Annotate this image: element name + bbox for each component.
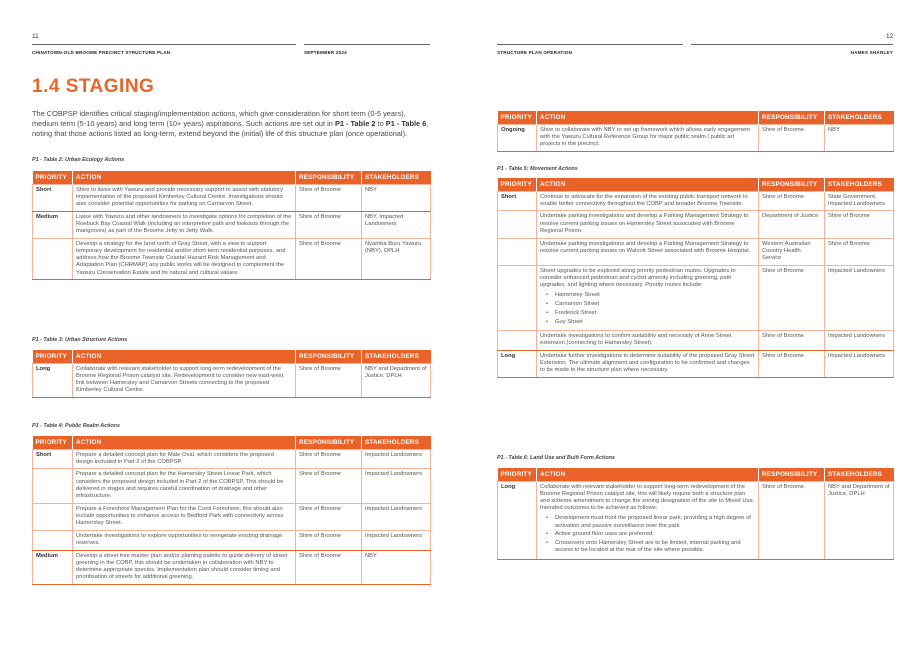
stakeholders-cell: Impacted Landowners	[362, 530, 431, 550]
responsibility-cell: Western Australian Country Health Service	[759, 238, 825, 265]
table-row	[498, 211, 894, 238]
right-page	[462, 0, 924, 653]
table-row	[498, 350, 894, 377]
column-header-priority: PRIORITY	[498, 111, 537, 124]
column-header-action: ACTION	[73, 171, 296, 184]
stakeholders-cell: State Government, Impacted Landowners	[825, 191, 894, 211]
action-text: Undertake investigations to explore opportunities to revegetate existing drainage reserves.	[76, 532, 283, 547]
action-text: Undertake parking investigations and develop a Parking Management Strategy to resolve current parking issues on Hamersley Street associated with Broome Regional Prison.	[540, 213, 749, 234]
stakeholders-cell: Impacted Landowners	[362, 449, 431, 469]
priority-cell	[33, 238, 73, 280]
responsibility-cell: Department of Justice	[759, 211, 825, 238]
action-cell	[73, 550, 296, 584]
action-cell	[537, 211, 759, 238]
action-cell	[73, 238, 296, 280]
responsibility-cell: Shire of Broome	[296, 184, 362, 211]
header-rule	[497, 44, 683, 45]
priority-cell	[498, 265, 537, 330]
responsibility-cell: Shire of Broome	[759, 330, 825, 350]
intro-paragraph	[32, 109, 430, 138]
column-header-action: ACTION	[73, 350, 296, 363]
intro-text: The COBPSP identifies critical staging/implementation actions, which give consideration for short term (0-5 years), medium term (5-10 years) and long term (10+ years) aspirations. Such actions are set out in	[32, 109, 406, 128]
column-header-stakeholders: STAKEHOLDERS	[362, 171, 431, 184]
column-header-priority: PRIORITY	[498, 178, 537, 191]
action-cell	[73, 469, 296, 503]
priority-cell: Ongoing	[498, 124, 537, 151]
priority-cell	[33, 469, 73, 503]
action-cell	[73, 503, 296, 530]
table-row	[33, 211, 431, 238]
stakeholders-cell: Shire of Broome	[825, 238, 894, 265]
action-text: Shire to liaise with Yawuru and provide necessary support to assist with statutory implementation of the proposed Kimberley Cultural Centre. Investigations should also consider potential opportunities for parking on Carnarvon Street.	[76, 186, 283, 207]
action-text: Collaborate with relevant stakeholder to support long-term redevelopment of the Broome Regional Prison catalyst site. Redevelopment to consider new east-west link between Hamersley and Carnarvon Streets connecting to the proposed Kimberley Cultural Centre.	[76, 365, 284, 394]
column-header-priority: PRIORITY	[498, 468, 537, 481]
action-text: Prepare a detailed concept plan for the Hamersley Street Linear Park, which considers the proposed design included in Part 2 of the COBPSP. This should be delivered in stages and requires careful coordination of drainage and other infrastructure.	[76, 471, 284, 500]
page-number-left: 11	[32, 33, 39, 40]
responsibility-cell: Shire of Broome	[759, 191, 825, 211]
responsibility-cell: Shire of Broome	[296, 449, 362, 469]
column-header-action: ACTION	[73, 436, 296, 449]
table-header-row	[33, 436, 431, 449]
stakeholders-cell: Impacted Landowners	[362, 469, 431, 503]
table-caption: P1 - Table 2: Urban Ecology Actions	[32, 157, 125, 163]
action-text: Continue to advocate for the expansion of the existing public transport network to enable better connectivity throughout the COBP and broader Broome Townsite.	[540, 193, 748, 207]
table-header-row	[498, 111, 894, 124]
column-header-responsibility: RESPONSIBILITY	[296, 171, 362, 184]
bullet-item: • Active ground floor uses are preferred	[546, 531, 755, 538]
responsibility-cell: Shire of Broome	[759, 124, 825, 151]
responsibility-cell: Shire of Broome	[759, 481, 825, 559]
bullet-item: • Guy Street	[546, 319, 755, 326]
bullet-item: • Crossovers onto Hamersley Street are to be limited, internal parking and access to be located at the rear of the site where possible.	[546, 540, 755, 554]
responsibility-cell: Shire of Broome	[296, 211, 362, 238]
table-row	[33, 449, 431, 469]
responsibility-cell: Shire of Broome	[296, 503, 362, 530]
responsibility-cell: Shire of Broome	[759, 265, 825, 330]
table-row	[498, 124, 894, 151]
priority-cell: Long	[33, 363, 73, 397]
table-row	[33, 238, 431, 280]
table-row	[33, 469, 431, 503]
intro-text: , noting that those actions listed as long-term, extend beyond the (initial) life of this structure plan (once operational).	[32, 118, 429, 138]
action-text: Prepare a Foreshore Management Plan for the Conti Foreshore, this should also include opportunities to enhance access to Bedford Park with connectivity across Hamersley Street.	[76, 505, 284, 527]
action-text: Street upgrades to be explored along priority pedestrian routes. Upgrades to consider enhanced pedestrian and cyclist amenity including greening, path upgrades, and lighting where necessary. Priority routes include:	[540, 267, 736, 289]
action-cell	[537, 124, 759, 151]
table-caption: P1 - Table 6: Land Use and Built Form Actions	[497, 455, 615, 461]
action-cell	[73, 363, 296, 397]
responsibility-cell: Shire of Broome	[296, 530, 362, 550]
responsibility-cell: Shire of Broome	[296, 363, 362, 397]
table-reference: P1 - Table 2	[334, 118, 376, 128]
priority-cell: Long	[498, 481, 537, 559]
priority-cell: Medium	[33, 211, 73, 238]
column-header-responsibility: RESPONSIBILITY	[759, 178, 825, 191]
stakeholders-cell: Impacted Landowners	[825, 265, 894, 330]
table-row	[498, 481, 894, 559]
priority-cell	[498, 238, 537, 265]
table-row	[33, 184, 431, 211]
header-rule	[691, 44, 893, 45]
action-cell	[73, 211, 296, 238]
page-number-right: 12	[886, 33, 894, 40]
table-row	[498, 238, 894, 265]
header-document-title: CHINATOWN-OLD BROOME PRECINCT STRUCTURE PLAN	[32, 50, 171, 55]
table-row	[33, 530, 431, 550]
column-header-action: ACTION	[537, 468, 759, 481]
action-text: Collaborate with relevant stakeholder to support long-term redevelopment of the Broome Regional Prison catalyst site, this will likely require both a structure plan and scheme amendment to change the zoning designation of the site to Mixed Use. Intended outcomes to be achieved as follows:	[540, 483, 755, 512]
stakeholders-cell: NBY, Impacted Landowners	[362, 211, 431, 238]
priority-cell: Short	[33, 449, 73, 469]
table-caption: P1 - Table 3: Urban Structure Actions	[32, 337, 128, 343]
column-header-stakeholders: STAKEHOLDERS	[825, 111, 894, 124]
header-rule	[304, 44, 430, 45]
responsibility-cell: Shire of Broome	[759, 350, 825, 377]
stakeholders-cell: Nyamba Buru Yawuru (NBY), DPLH	[362, 238, 431, 280]
movement-table	[497, 178, 894, 378]
bullet-item: • Development must front the proposed linear park, providing a high degree of activation and passive surveillance over the park	[546, 515, 755, 529]
table-row	[33, 363, 431, 397]
priority-cell	[498, 330, 537, 350]
action-cell	[73, 530, 296, 550]
stakeholders-cell: Impacted Landowners	[825, 330, 894, 350]
stakeholders-cell: NBY	[825, 124, 894, 151]
column-header-responsibility: RESPONSIBILITY	[296, 436, 362, 449]
urban-ecology-table	[32, 171, 431, 280]
column-header-stakeholders: STAKEHOLDERS	[362, 350, 431, 363]
priority-cell	[498, 211, 537, 238]
action-text: Undertake parking investigations and develop a Parking Management Strategy to resolve current parking issues on Walcott Street associated with Broome Hospital.	[540, 240, 751, 254]
column-header-responsibility: RESPONSIBILITY	[759, 111, 825, 124]
stakeholders-cell: NBY and Department of Justice, DPLH	[362, 363, 431, 397]
column-header-priority: PRIORITY	[33, 171, 73, 184]
stakeholders-cell: NBY	[362, 184, 431, 211]
table-row	[33, 550, 431, 584]
action-text: Liaise with Yawuru and other landowners to investigate options for completion of the Roebuck Bay Coastal Walk (including an interpretive path and lookouts through the mangroves) as part of the Broome Jetty to Jetty Walk.	[76, 213, 292, 235]
land-use-built-form-table	[497, 468, 894, 560]
bullet-item: • Hamersley Street	[546, 292, 755, 299]
intro-text: to	[375, 118, 386, 128]
action-cell	[537, 238, 759, 265]
column-header-responsibility: RESPONSIBILITY	[296, 350, 362, 363]
stakeholders-cell: Impacted Landowners	[362, 503, 431, 530]
header-rule	[32, 44, 296, 45]
table-caption: P1 - Table 5: Movement Actions	[497, 166, 578, 172]
action-cell	[537, 191, 759, 211]
stakeholders-cell: Shire of Broome	[825, 211, 894, 238]
column-header-stakeholders: STAKEHOLDERS	[825, 468, 894, 481]
action-text: Develop a strategy for the land north of Gray Street, with a view to support temporary development for residential and/or short term residential purposes, and address how the Broome Townsite Coastal Hazard Risk Management and Adaptation Plan (CHRMAP) any public works will be designed to complement the Yawuru Conservation Estate and its natural and cultural values.	[76, 240, 286, 276]
header-author: HAMES SHARLEY	[850, 50, 893, 55]
action-text: Prepare a detailed concept plan for Male Oval, which considers the proposed design included in Part 2 of the COBPSP.	[76, 451, 274, 465]
header-date: SEPTEMBER 2024	[304, 50, 347, 55]
table-header-row	[33, 171, 431, 184]
column-header-stakeholders: STAKEHOLDERS	[825, 178, 894, 191]
action-cell	[537, 481, 759, 559]
page-title: 1.4 STAGING	[32, 76, 155, 97]
priority-cell	[33, 503, 73, 530]
action-text: Develop a street tree master plan and/or planting palette to guide delivery of street greening in the COBP, this should be undertaken in collaboration with NBY to determine appropriate species. Implementation plan should consider timing and prioritisation of streets for additional greening.	[76, 552, 288, 581]
priority-cell: Long	[498, 350, 537, 377]
bullet-item: • Frederick Street	[546, 310, 755, 317]
action-cell	[537, 350, 759, 377]
table-row	[498, 265, 894, 330]
priority-cell: Medium	[33, 550, 73, 584]
bullet-item: • Carnarvon Street	[546, 301, 755, 308]
priority-cell	[33, 530, 73, 550]
priority-cell: Short	[498, 191, 537, 211]
urban-structure-table	[32, 350, 431, 398]
table-header-row	[498, 178, 894, 191]
table-header-row	[33, 350, 431, 363]
column-header-responsibility: RESPONSIBILITY	[759, 468, 825, 481]
action-text: Shire to collaborate with NBY to set up framework which allows early engagement with the Yawuru Cultural Reference Group for major public realm / public art projects in the precinct.	[540, 126, 750, 147]
column-header-action: ACTION	[537, 111, 759, 124]
public-realm-table-continued	[497, 111, 894, 152]
bullet-list	[546, 292, 755, 326]
action-text: Undertake investigations to confirm suitability and necessity of Anne Street extension (connecting to Hamersley Street).	[540, 332, 732, 347]
header-section: STRUCTURE PLAN OPERATION	[497, 50, 573, 55]
responsibility-cell: Shire of Broome	[296, 469, 362, 503]
column-header-priority: PRIORITY	[33, 436, 73, 449]
column-header-priority: PRIORITY	[33, 350, 73, 363]
column-header-action: ACTION	[537, 178, 759, 191]
table-header-row	[498, 468, 894, 481]
responsibility-cell: Shire of Broome	[296, 238, 362, 280]
action-text: Undertake further investigations to determine suitability of the proposed Gray Street Extension. The ultimate alignment and configuration to be confirmed and changes to be made to the structure plan where necessary.	[540, 352, 755, 374]
column-header-stakeholders: STAKEHOLDERS	[362, 436, 431, 449]
action-cell	[73, 184, 296, 211]
responsibility-cell: Shire of Broome	[296, 550, 362, 584]
table-reference: P1 - Table 6	[385, 118, 427, 128]
priority-cell: Short	[33, 184, 73, 211]
stakeholders-cell: NBY	[362, 550, 431, 584]
action-cell	[537, 265, 759, 330]
table-row	[33, 503, 431, 530]
table-row	[498, 191, 894, 211]
action-cell	[73, 449, 296, 469]
stakeholders-cell: Impacted Landowners	[825, 350, 894, 377]
public-realm-table	[32, 436, 431, 585]
stakeholders-cell: NBY and Department of Justice, DPLH	[825, 481, 894, 559]
action-cell	[537, 330, 759, 350]
table-row	[498, 330, 894, 350]
table-caption: P1 - Table 4: Public Realm Actions	[32, 423, 120, 429]
bullet-list	[546, 515, 755, 554]
